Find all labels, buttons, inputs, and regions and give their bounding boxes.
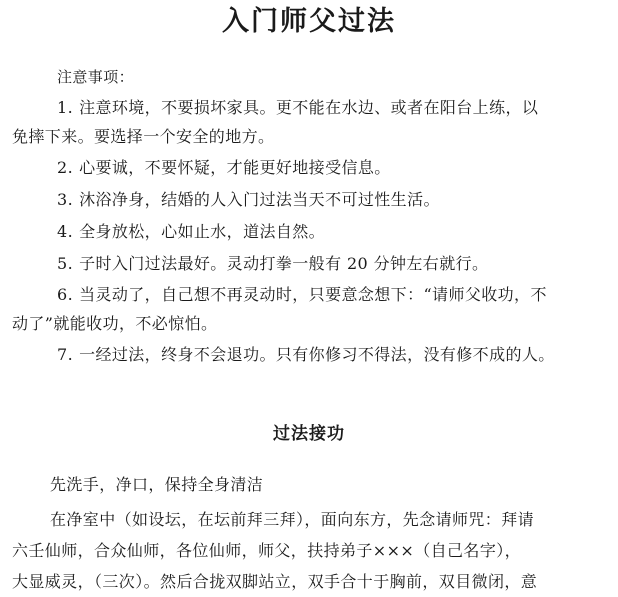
note-item-1-line-2: 免摔下来。要选择一个安全的地方。 bbox=[12, 127, 275, 146]
note-item-number: 2. bbox=[57, 158, 74, 177]
note-item-2 bbox=[57, 157, 391, 179]
notes-heading: 注意事项： bbox=[57, 68, 135, 86]
section-line-4: 大显威灵，（三次）。然后合拢双脚站立，双手合十于胸前，双目微闭，意 bbox=[12, 572, 538, 591]
note-item-text: 子时入门过法最好。灵动打拳一般有 20 分钟左右就行。 bbox=[79, 254, 489, 273]
note-item-4 bbox=[57, 221, 325, 243]
note-item-number: 5. bbox=[57, 254, 74, 273]
note-item-6-line-1 bbox=[57, 284, 547, 306]
note-item-text: 沐浴净身，结婚的人入门过法当天不可过性生活。 bbox=[79, 190, 440, 209]
note-item-7 bbox=[57, 344, 555, 366]
note-item-5 bbox=[57, 253, 488, 275]
note-item-number: 6. bbox=[57, 285, 74, 304]
note-item-number: 3. bbox=[57, 190, 74, 209]
section-line-3: 六壬仙师，合众仙师，各位仙师，师父，扶持弟子×××（自己名字）， bbox=[12, 541, 522, 560]
note-item-6-line-2: 动了”就能收功，不必惊怕。 bbox=[12, 314, 218, 333]
note-item-3 bbox=[57, 189, 440, 211]
note-item-text: 全身放松，心如止水，道法自然。 bbox=[79, 222, 326, 241]
note-item-number: 4. bbox=[57, 222, 74, 241]
note-item-number: 1. bbox=[57, 98, 74, 117]
section-line-2: 在净室中（如设坛，在坛前拜三拜），面向东方，先念请师咒：拜请 bbox=[50, 510, 535, 529]
page-title: 入门师父过法 bbox=[222, 6, 396, 37]
note-item-1-line-1 bbox=[57, 97, 538, 119]
note-item-text: 当灵动了，自己想不再灵动时，只要意念想下：“请师父收功，不 bbox=[79, 285, 547, 304]
note-item-text: 一经过法，终身不会退功。只有你修习不得法，没有修不成的人。 bbox=[79, 345, 555, 364]
section-line-1: 先洗手，净口，保持全身清洁 bbox=[50, 475, 264, 494]
section-title: 过法接功 bbox=[273, 424, 345, 444]
note-item-text: 心要诚，不要怀疑，才能更好地接受信息。 bbox=[79, 158, 391, 177]
note-item-text: 注意环境，不要损坏家具。更不能在水边、或者在阳台上练，以 bbox=[79, 98, 539, 117]
note-item-number: 7. bbox=[57, 345, 74, 364]
